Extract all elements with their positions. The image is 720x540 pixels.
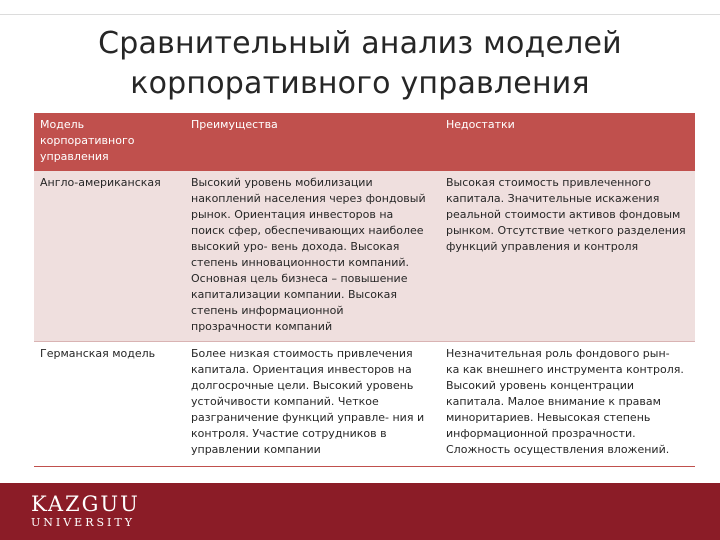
disadvantages-text: Высокая стоимость привлеченного капитала. Значительные искажения реальной стоимости активов фондовым рынком. Отсутствие четкого разделения функций управления и контроля (446, 176, 686, 253)
header-advantages-label: Преимущества (191, 118, 278, 131)
cell-disadvantages (440, 342, 695, 467)
advantages-text: Высокий уровень мобилизации накоплений населения через фондовый рынок. Ориентация инвесторов на поиск сфер, обеспечивающих наиболее высокий уро- вень дохода. Высокая степень инновационности компаний. Основная цель бизнеса – повышение капитализации компании. Высокая степень информационной прозрачности компаний (191, 176, 426, 333)
cell-advantages (185, 342, 440, 467)
logo-main-text: KAZGUU (31, 492, 140, 516)
model-name: Англо-американская (40, 176, 161, 189)
header-advantages (185, 113, 440, 171)
header-disadvantages (440, 113, 695, 171)
slide-title-line-1: Сравнительный анализ моделей (98, 26, 622, 61)
comparison-table (34, 113, 695, 467)
slide-title-line-2: корпоративного управления (130, 66, 590, 101)
cell-model (34, 171, 185, 342)
top-bar (0, 0, 720, 15)
cell-advantages (185, 171, 440, 342)
slide-title (60, 24, 660, 104)
table-row (34, 171, 695, 342)
cell-model (34, 342, 185, 467)
cell-disadvantages (440, 171, 695, 342)
logo-sub-text: UNIVERSITY (31, 516, 135, 529)
header-model-label: Модель корпоративного управления (40, 118, 135, 163)
header-disadvantages-label: Недостатки (446, 118, 515, 131)
model-name: Германская модель (40, 347, 156, 360)
table-header-row (34, 113, 695, 171)
table-row (34, 342, 695, 467)
advantages-text: Более низкая стоимость привлечения капитала. Ориентация инвесторов на долгосрочные цели. Высокий уровень устойчивости компаний. Четкое разграничение функций управле- ния и контроля. Участие сотрудников в управлении компании (191, 347, 425, 456)
university-logo (31, 493, 140, 530)
disadvantages-text: Незначительная роль фондового рын- ка как внешнего инструмента контроля. Высокий уровень концентрации капитала. Малое внимание к правам миноритариев. Невысокая степень информационной прозрачности. Сложность осуществления вложений. (446, 347, 684, 456)
header-model (34, 113, 185, 171)
